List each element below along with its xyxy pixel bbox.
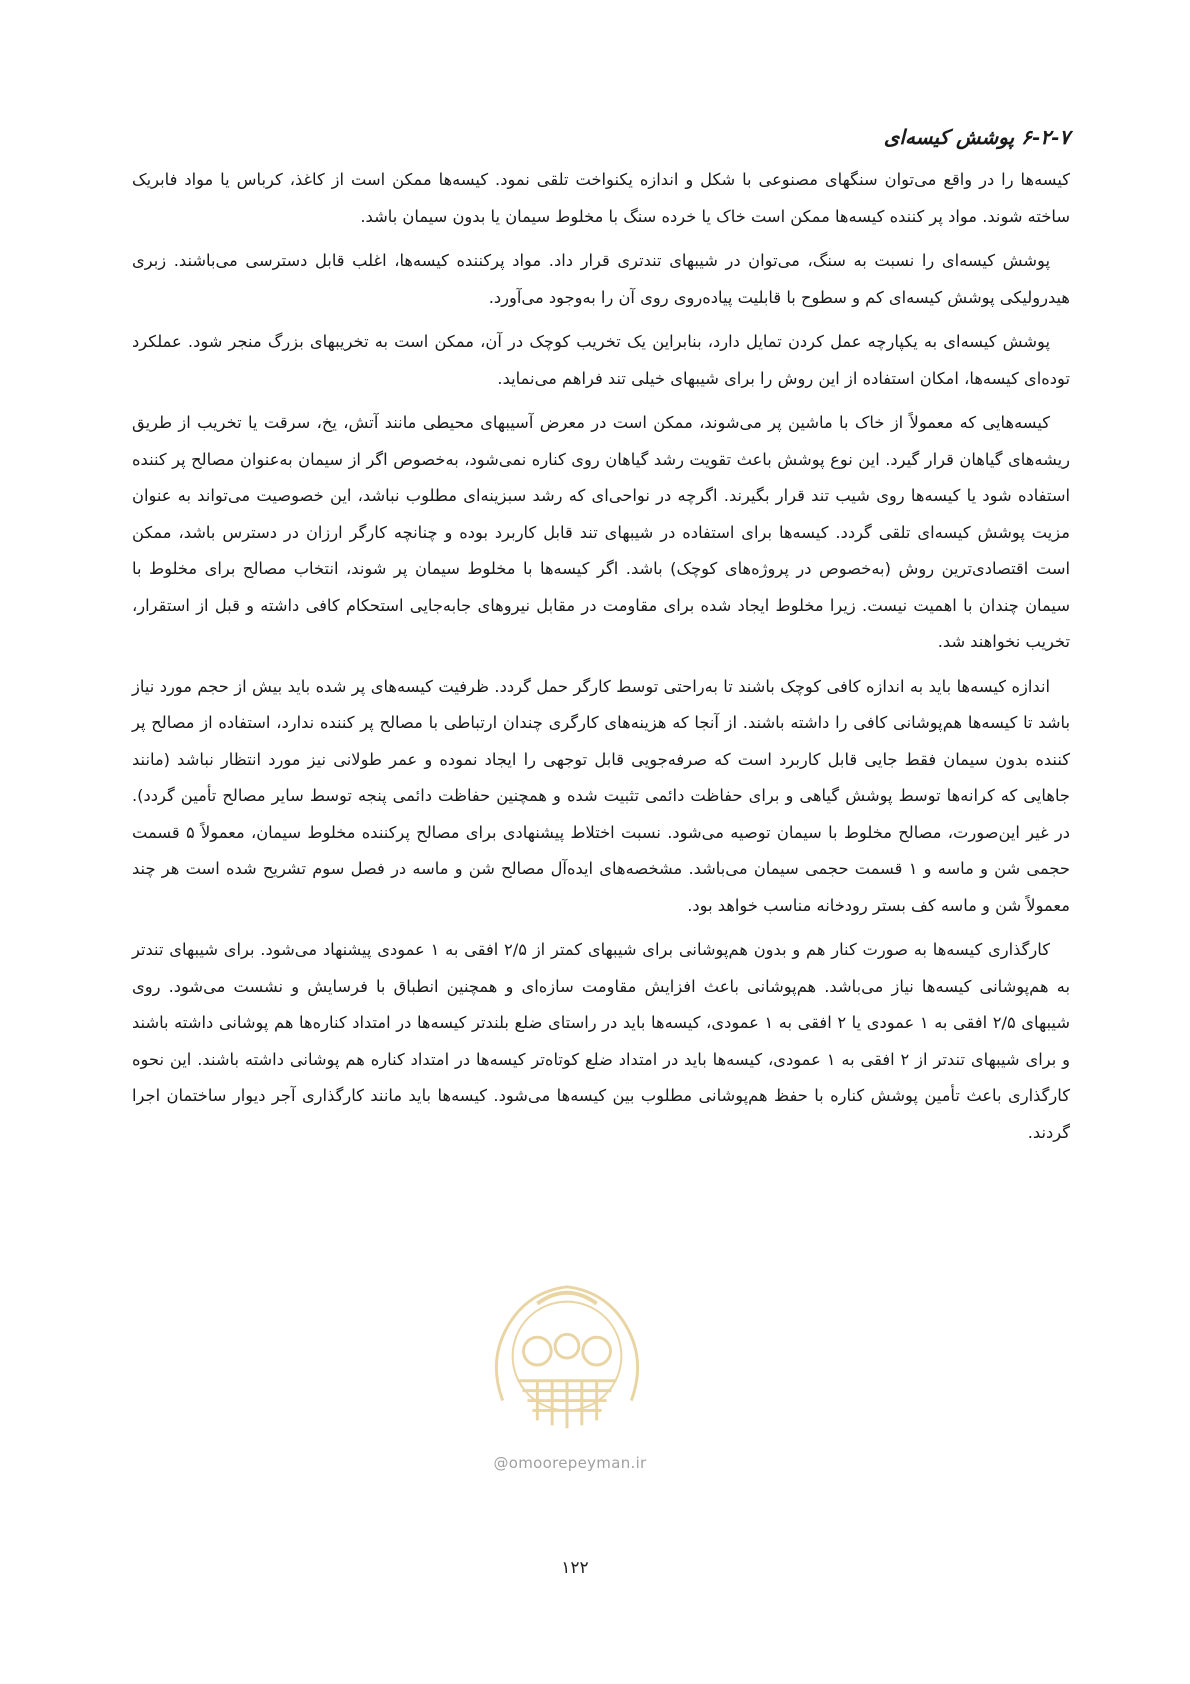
paragraph-5: اندازه کیسه‌ها باید به اندازه کافی کوچک باشند تا به‌راحتی توسط کارگر حمل گردد. ظرفیت کیسه‌های پر شده باید بیش از حجم مورد نیاز باشد تا کیسه‌ها هم‌پوشانی کافی را داشته باشند. از آنجا که هزینه‌های کارگری چندان ارتباطی با مصالح پر کننده ندارد، استفاده از مصالح پر کننده بدون سیمان فقط جایی قابل کاربرد است که صرفه‌جویی قابل توجهی را ایجاد نموده و عمر طولانی نیز مورد انتظار نباشد (مانند جاهایی که کرانه‌ها توسط پوشش گیاهی و برای حفاظت دائمی تثبیت شده و همچنین حفاظت دائمی پنجه توسط سایر مصالح تأمین گردد). در غیر این‌صورت، مصالح مخلوط با سیمان توصیه می‌شود. نسبت اختلاط پیشنهادی برای مصالح پرکننده مخلوط سیمان، معمولاً ۵ قسمت حجمی شن و ماسه و ۱ قسمت حجمی سیمان می‌باشد. مشخصه‌های ایده‌آل مصالح شن و ماسه در فصل سوم تشریح شده است هر چند معمولاً شن و ماسه کف بستر رودخانه مناسب خواهد بود. <box>132 676 1070 915</box>
watermark-url: @omoorepeyman.ir <box>493 1454 647 1472</box>
paragraph-3: پوشش کیسه‌ای به یکپارچه عمل کردن تمایل دارد، بنابراین یک تخریب کوچک در آن، ممکن است به تخریبهای بزرگ منجر شود. عملکرد توده‌ای کیسه‌ها، امکان استفاده از این روش را برای شیبهای خیلی تند فراهم می‌نماید. <box>132 332 1070 388</box>
paragraph-6: کارگذاری کیسه‌ها به صورت کنار هم و بدون هم‌پوشانی برای شیبهای کمتر از ۲/۵ افقی به ۱ عمودی پیشنهاد می‌شود. برای شیبهای تندتر به هم‌پوشانی کیسه‌ها نیاز می‌باشد. هم‌پوشانی باعث افزایش مقاومت سازه‌ای و همچنین انطباق با فرسایش و نشست می‌شود. روی شیبهای ۲/۵ افقی به ۱ عمودی یا ۲ افقی به ۱ عمودی، کیسه‌ها باید در راستای ضلع بلندتر کیسه‌ها در امتداد کناره‌ها هم پوشانی داشته باشند و برای شیبهای تندتر از ۲ افقی به ۱ عمودی، کیسه‌ها باید در امتداد ضلع کوتاه‌تر کیسه‌ها در امتداد کناره هم پوشانی داشته باشند. این نحوه کارگذاری باعث تأمین پوشش کناره با حفظ هم‌پوشانی مطلوب بین کیسه‌ها می‌شود. کیسه‌ها باید مانند کارگذاری آجر دیوار ساختمان اجرا گردند. <box>132 940 1070 1142</box>
watermark-seal-logo <box>478 1272 656 1450</box>
page-content <box>132 120 1070 1159</box>
paragraph-4: کیسه‌هایی که معمولاً از خاک با ماشین پر می‌شوند، ممکن است در معرض آسیبهای محیطی مانند آتش، یخ، سرقت یا تخریب از طریق ریشه‌های گیاهان قرار گیرد. این نوع پوشش باعث تقویت رشد گیاهان روی کناره نمی‌شود، به‌خصوص اگر از سیمان به‌عنوان مصالح پر کننده استفاده شود یا کیسه‌ها روی شیب تند قرار بگیرند. اگرچه در نواحی‌ای که رشد سبزینه‌ای مطلوب نباشد، این خصوصیت می‌تواند به عنوان مزیت پوشش کیسه‌ای تلقی گردد. کیسه‌ها برای استفاده در شیبهای تند قابل کاربرد بوده و چنانچه کارگر ارزان در دسترس باشد، ممکن است اقتصادی‌ترین روش (به‌خصوص در پروژه‌های کوچک) باشد. اگر کیسه‌ها با مخلوط سیمان پر شوند، انتخاب مصالح برای مخلوط با سیمان چندان با اهمیت نیست. زیرا مخلوط ایجاد شده برای مقاومت در مقابل نیروهای جابه‌جایی استحکام کافی داشته و قبل از استقرار، تخریب نخواهند شد. <box>132 413 1070 651</box>
paragraph-1: کیسه‌ها را در واقع می‌توان سنگهای مصنوعی با شکل و اندازه یکنواخت تلقی نمود. کیسه‌ها ممکن است از کاغذ، کرباس یا مواد فابریک ساخته شوند. مواد پر کننده کیسه‌ها ممکن است خاک یا خرده سنگ با مخلوط سیمان یا بدون سیمان باشد. <box>132 170 1070 226</box>
section-heading: ۶-۲-۷ پوشش کیسه‌ای <box>883 125 1070 149</box>
paragraph-2: پوشش کیسه‌ای را نسبت به سنگ، می‌توان در شیبهای تندتری قرار داد. مواد پرکننده کیسه‌ها، اغلب قابل دسترسی می‌باشند. زبری هیدرولیکی پوشش کیسه‌ای کم و سطوح با قابلیت پیاده‌روی روی آن را به‌وجود می‌آورد. <box>132 251 1070 307</box>
page-number: ۱۲۲ <box>561 1558 589 1578</box>
